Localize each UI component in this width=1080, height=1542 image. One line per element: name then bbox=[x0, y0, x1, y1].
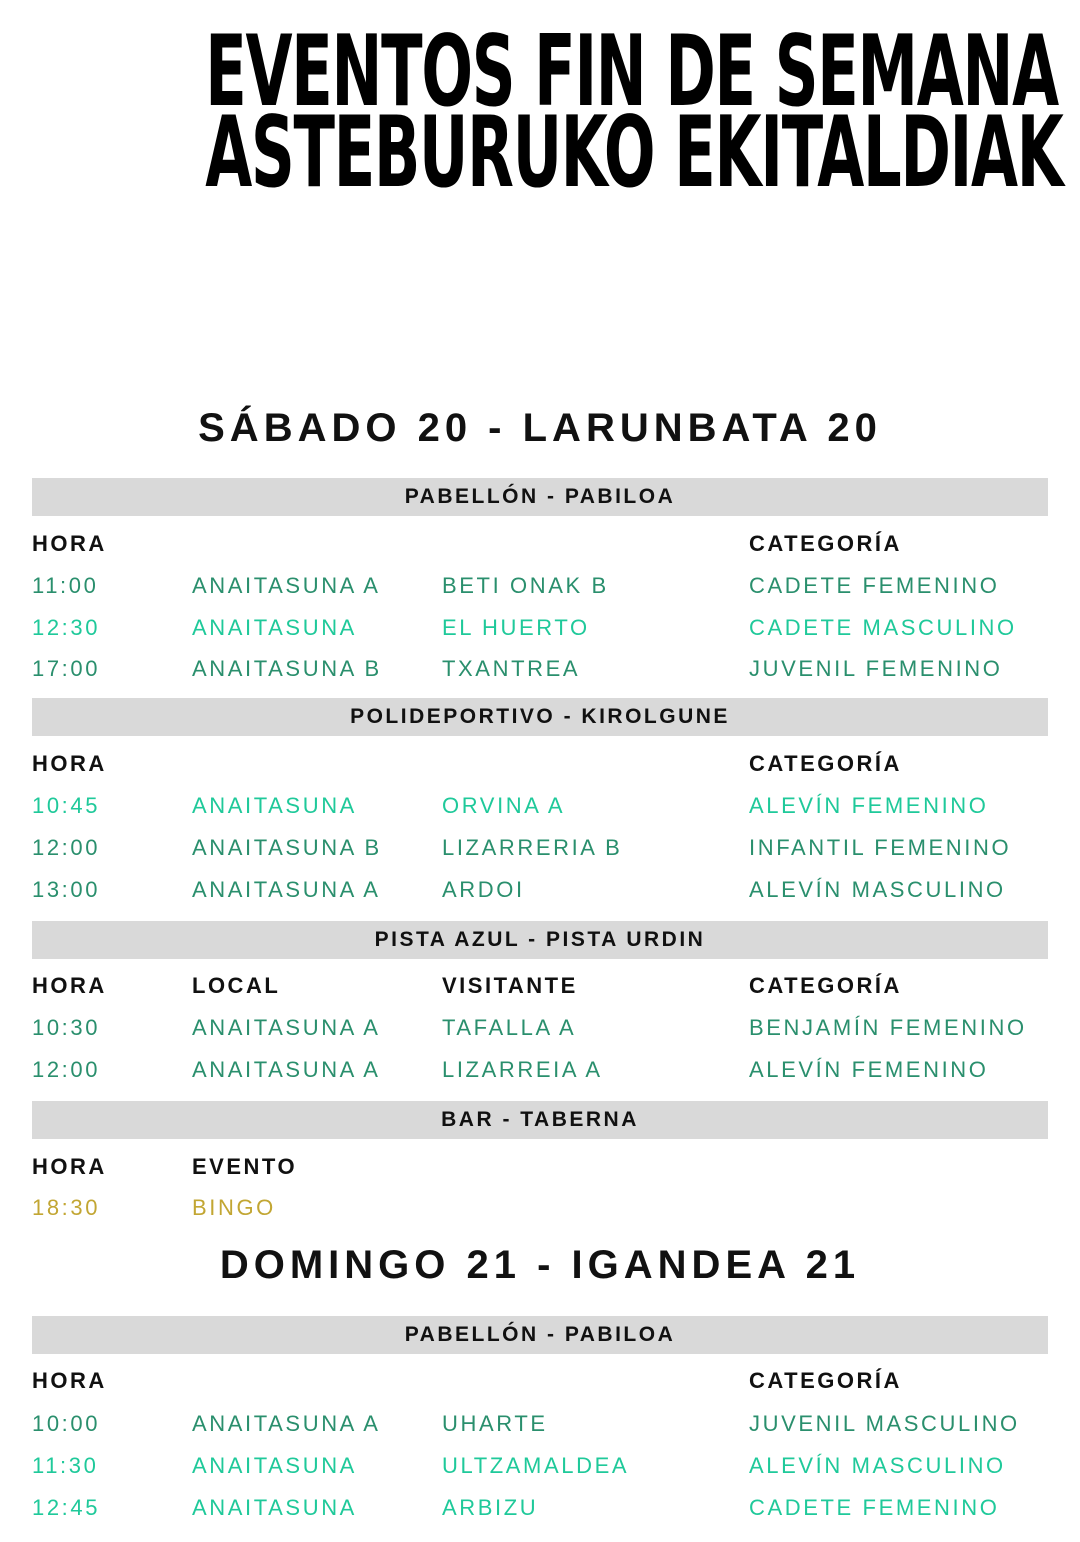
cell-local: ANAITASUNA bbox=[192, 1495, 357, 1520]
venue-header-pabellon: PABELLÓN - PABILOA bbox=[32, 478, 1048, 516]
day-title-saturday: SÁBADO 20 - LARUNBATA 20 bbox=[198, 406, 882, 450]
cell-category: JUVENIL FEMENINO bbox=[749, 656, 1003, 681]
header-hora: HORA bbox=[32, 1368, 107, 1393]
cell-visitor: BETI ONAK B bbox=[442, 573, 609, 598]
cell-visitor: ORVINA A bbox=[442, 793, 566, 818]
cell-visitor: TAFALLA A bbox=[442, 1015, 577, 1040]
header-local: LOCAL bbox=[192, 973, 281, 998]
title-line-2: ASTEBURUKO EKITALDIAK bbox=[205, 96, 1063, 210]
table-header-row bbox=[0, 747, 1080, 781]
table-row bbox=[0, 652, 1080, 686]
cell-time: 12:00 bbox=[32, 1057, 101, 1082]
cell-visitor: EL HUERTO bbox=[442, 615, 590, 640]
cell-time: 17:00 bbox=[32, 656, 101, 681]
cell-local: ANAITASUNA bbox=[192, 793, 357, 818]
header-hora: HORA bbox=[32, 751, 107, 776]
cell-time: 13:00 bbox=[32, 877, 101, 902]
cell-visitor: ULTZAMALDEA bbox=[442, 1453, 630, 1478]
cell-category: BENJAMÍN FEMENINO bbox=[749, 1015, 1027, 1040]
venue-header-polideportivo: POLIDEPORTIVO - KIROLGUNE bbox=[32, 698, 1048, 736]
header-hora: HORA bbox=[32, 973, 107, 998]
header-categoria: CATEGORÍA bbox=[749, 531, 902, 556]
cell-local: ANAITASUNA A bbox=[192, 1015, 381, 1040]
table-row bbox=[0, 789, 1080, 823]
cell-visitor: LIZARRERIA B bbox=[442, 835, 623, 860]
cell-visitor: TXANTREA bbox=[442, 656, 581, 681]
table-row bbox=[0, 1449, 1080, 1483]
cell-local: ANAITASUNA A bbox=[192, 1057, 381, 1082]
header-categoria: CATEGORÍA bbox=[749, 751, 902, 776]
cell-category: ALEVÍN MASCULINO bbox=[749, 1453, 1006, 1478]
cell-event: BINGO bbox=[192, 1195, 276, 1220]
cell-time: 11:30 bbox=[32, 1453, 99, 1478]
cell-time: 11:00 bbox=[32, 573, 99, 598]
header-evento: EVENTO bbox=[192, 1154, 298, 1179]
cell-category: ALEVÍN FEMENINO bbox=[749, 793, 989, 818]
cell-local: ANAITASUNA A bbox=[192, 1411, 381, 1436]
cell-visitor: LIZARREIA A bbox=[442, 1057, 603, 1082]
table-row bbox=[0, 873, 1080, 907]
table-row bbox=[0, 1053, 1080, 1087]
cell-local: ANAITASUNA A bbox=[192, 877, 381, 902]
header-hora: HORA bbox=[32, 531, 107, 556]
table-row bbox=[0, 1491, 1080, 1525]
table-header-row bbox=[0, 969, 1080, 1003]
cell-category: CADETE FEMENINO bbox=[749, 573, 1000, 598]
cell-category: CADETE FEMENINO bbox=[749, 1495, 1000, 1520]
table-row bbox=[0, 1011, 1080, 1045]
cell-local: ANAITASUNA B bbox=[192, 835, 382, 860]
cell-visitor: ARBIZU bbox=[442, 1495, 539, 1520]
cell-time: 18:30 bbox=[32, 1195, 101, 1220]
table-row bbox=[0, 611, 1080, 645]
cell-time: 10:45 bbox=[32, 793, 101, 818]
venue-header-bar: BAR - TABERNA bbox=[32, 1101, 1048, 1139]
day-title-sunday: DOMINGO 21 - IGANDEA 21 bbox=[219, 1243, 861, 1287]
cell-category: JUVENIL MASCULINO bbox=[749, 1411, 1020, 1436]
cell-time: 12:30 bbox=[32, 615, 101, 640]
cell-time: 10:30 bbox=[32, 1015, 101, 1040]
table-row bbox=[0, 569, 1080, 603]
cell-visitor: ARDOI bbox=[442, 877, 525, 902]
table-row bbox=[0, 1407, 1080, 1441]
cell-local: ANAITASUNA B bbox=[192, 656, 382, 681]
cell-local: ANAITASUNA bbox=[192, 1453, 357, 1478]
cell-time: 12:45 bbox=[32, 1495, 101, 1520]
table-row bbox=[0, 1191, 1080, 1225]
cell-time: 10:00 bbox=[32, 1411, 101, 1436]
header-hora: HORA bbox=[32, 1154, 107, 1179]
cell-category: ALEVÍN MASCULINO bbox=[749, 877, 1006, 902]
title-line-1: EVENTOS FIN DE SEMANA bbox=[205, 15, 1058, 129]
table-header-row bbox=[0, 1150, 1080, 1184]
header-visitante: VISITANTE bbox=[442, 973, 578, 998]
cell-category: ALEVÍN FEMENINO bbox=[749, 1057, 989, 1082]
header-categoria: CATEGORÍA bbox=[749, 1368, 902, 1393]
cell-time: 12:00 bbox=[32, 835, 101, 860]
venue-header-pista-azul: PISTA AZUL - PISTA URDIN bbox=[32, 921, 1048, 959]
table-row bbox=[0, 831, 1080, 865]
cell-local: ANAITASUNA A bbox=[192, 573, 381, 598]
header-categoria: CATEGORÍA bbox=[749, 973, 902, 998]
cell-visitor: UHARTE bbox=[442, 1411, 548, 1436]
venue-header-pabellon: PABELLÓN - PABILOA bbox=[32, 1316, 1048, 1354]
table-header-row bbox=[0, 1364, 1080, 1398]
cell-local: ANAITASUNA bbox=[192, 615, 357, 640]
table-header-row bbox=[0, 527, 1080, 561]
cell-category: INFANTIL FEMENINO bbox=[749, 835, 1012, 860]
cell-category: CADETE MASCULINO bbox=[749, 615, 1017, 640]
